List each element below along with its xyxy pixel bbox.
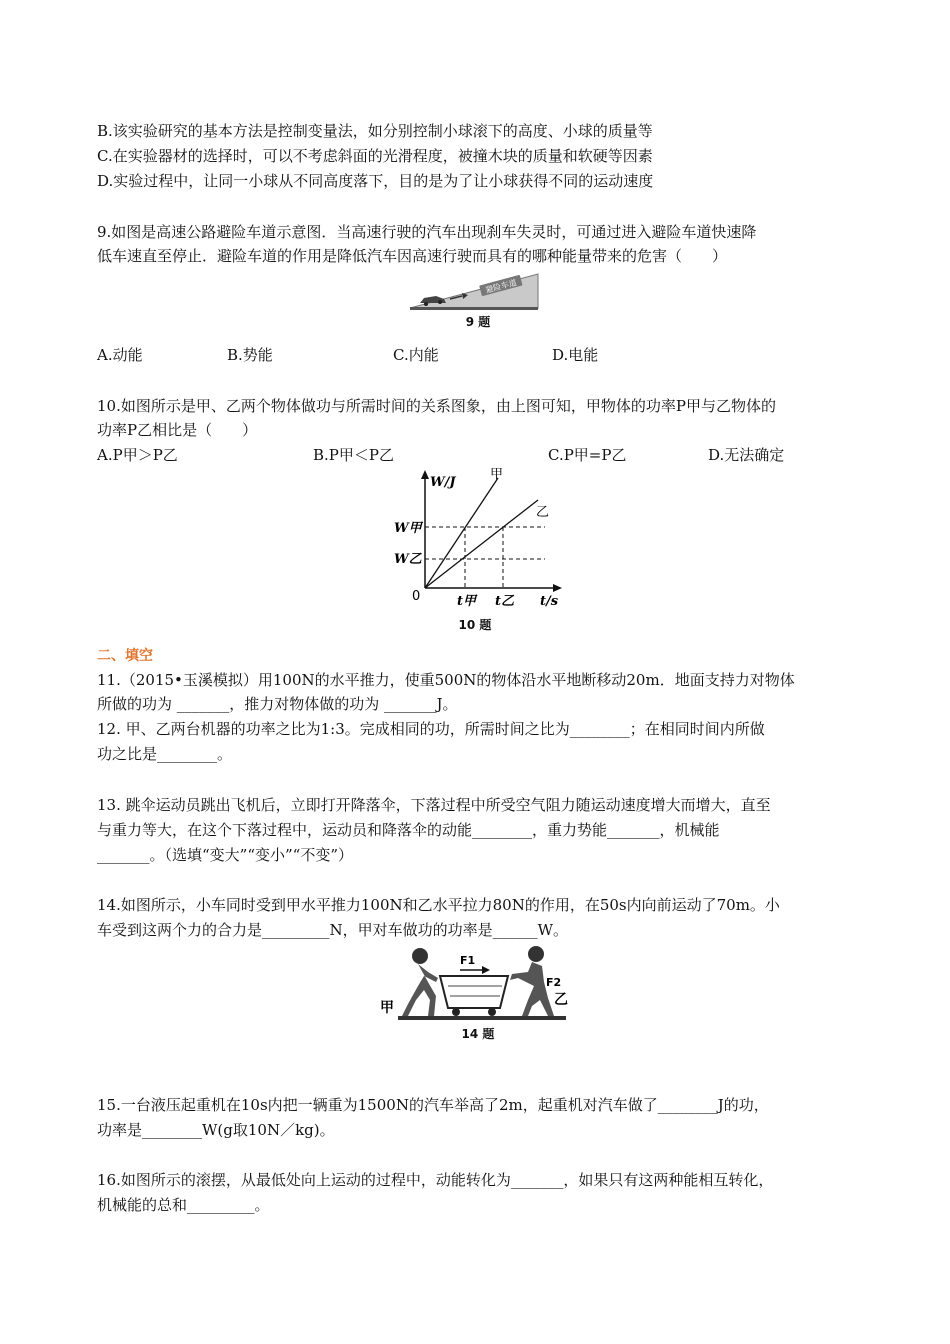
fig9-ramp-sign: 避险车道 xyxy=(484,277,518,295)
line-yi-label: 乙 xyxy=(536,505,550,520)
q9-text-line2: 低车速直至停止．避险车道的作用是降低汽车因高速行驶而具有的哪种能量带来的危害（ ） xyxy=(97,247,728,265)
q15-text-line1: 15.一台液压起重机在10s内把一辆重为1500N的汽车举高了2m，起重机对汽车做了________J的功， xyxy=(97,1096,769,1114)
q10-text-line1: 10.如图所示是甲、乙两个物体做功与所需时间的关系图象，由上图可知，甲物体的功率P甲与乙物体的 xyxy=(97,397,776,415)
person-yi-label: 乙 xyxy=(554,992,568,1008)
fig14-caption: 14 题 xyxy=(461,1027,495,1041)
q9-option-c: C.内能 xyxy=(393,346,439,364)
q11-text-line2: 所做的功为 _______，推力对物体做的功为 _______J。 xyxy=(97,695,458,713)
x-axis-label: t/s xyxy=(540,594,559,609)
force-f2-label: F2 xyxy=(546,976,562,989)
fig9-escape-ramp-figure xyxy=(408,272,543,312)
force-f1-label: F1 xyxy=(460,954,476,967)
q9-option-b: B.势能 xyxy=(227,346,273,364)
q12-text-line1: 12. 甲、乙两台机器的功率之比为1:3。完成相同的功，所需时间之比为________；在相同时间内所做 xyxy=(97,720,765,738)
q13-text-line1: 13. 跳伞运动员跳出飞机后，立即打开降落伞，下落过程中所受空气阻力随运动速度增大而增大，直至 xyxy=(97,796,771,814)
q9-option-a: A.动能 xyxy=(97,346,143,364)
q13-text-line2: 与重力等大，在这个下落过程中，运动员和降落伞的动能________，重力势能_______，机械能 xyxy=(97,821,720,839)
line-jia-label: 甲 xyxy=(490,468,504,482)
q10-option-d: D.无法确定 xyxy=(708,446,785,464)
q15-text-line2: 功率是________W(g取10N／kg)。 xyxy=(97,1121,335,1139)
t-yi-label: t乙 xyxy=(495,594,515,609)
fig14-cart-push-pull-figure xyxy=(378,942,578,1024)
q9-text-line1: 9.如图是高速公路避险车道示意图．当高速行驶的汽车出现刹车失灵时，可通过进入避险车道快速降 xyxy=(97,223,757,241)
t-jia-label: t甲 xyxy=(457,594,477,609)
fig10-work-time-graph xyxy=(390,468,570,618)
person-jia-label: 甲 xyxy=(380,1000,394,1016)
q10-option-a: A.P甲＞P乙 xyxy=(97,446,178,464)
q11-text-line1: 11.（2015•玉溪模拟）用100N的水平推力，使重500N的物体沿水平地断移动20m．地面支持力对物体 xyxy=(97,671,795,689)
origin-label: 0 xyxy=(412,589,421,604)
q10-option-c: C.P甲=P乙 xyxy=(548,446,627,464)
fig10-caption: 10 题 xyxy=(458,618,492,632)
q10-text-line2: 功率P乙相比是（ ） xyxy=(97,421,258,439)
q10-option-b: B.P甲＜P乙 xyxy=(313,446,394,464)
q9-option-d: D.电能 xyxy=(552,346,599,364)
w-yi-label: W乙 xyxy=(394,552,422,567)
line-jia xyxy=(425,478,498,588)
line-yi xyxy=(425,500,538,588)
q14-text-line1: 14.如图所示，小车同时受到甲水平推力100N和乙水平拉力80N的作用，在50s内向前运动了70m。小 xyxy=(97,896,780,914)
q8-option-b: B.该实验研究的基本方法是控制变量法，如分别控制小球滚下的高度、小球的质量等 xyxy=(97,122,653,140)
y-axis-label: W/J xyxy=(430,475,456,490)
q8-option-d: D.实验过程中，让同一小球从不同高度落下，目的是为了让小球获得不同的运动速度 xyxy=(97,172,654,190)
section-heading: 二、填空 xyxy=(97,648,153,664)
w-jia-label: W甲 xyxy=(394,521,422,536)
fig9-caption: 9 题 xyxy=(465,315,491,329)
q13-text-line3: _______。（选填“变大”“变小”“不变”） xyxy=(97,846,354,864)
q12-text-line2: 功之比是________。 xyxy=(97,745,233,763)
q8-option-c: C.在实验器材的选择时，可以不考虑斜面的光滑程度，被撞木块的质量和软硬等因素 xyxy=(97,147,653,165)
q16-text-line2: 机械能的总和_________。 xyxy=(97,1196,270,1214)
q14-text-line2: 车受到这两个力的合力是_________N，甲对车做功的功率是______W。 xyxy=(97,921,569,939)
q16-text-line1: 16.如图所示的滚摆，从最低处向上运动的过程中，动能转化为_______，如果只有这两种能相互转化， xyxy=(97,1171,774,1189)
